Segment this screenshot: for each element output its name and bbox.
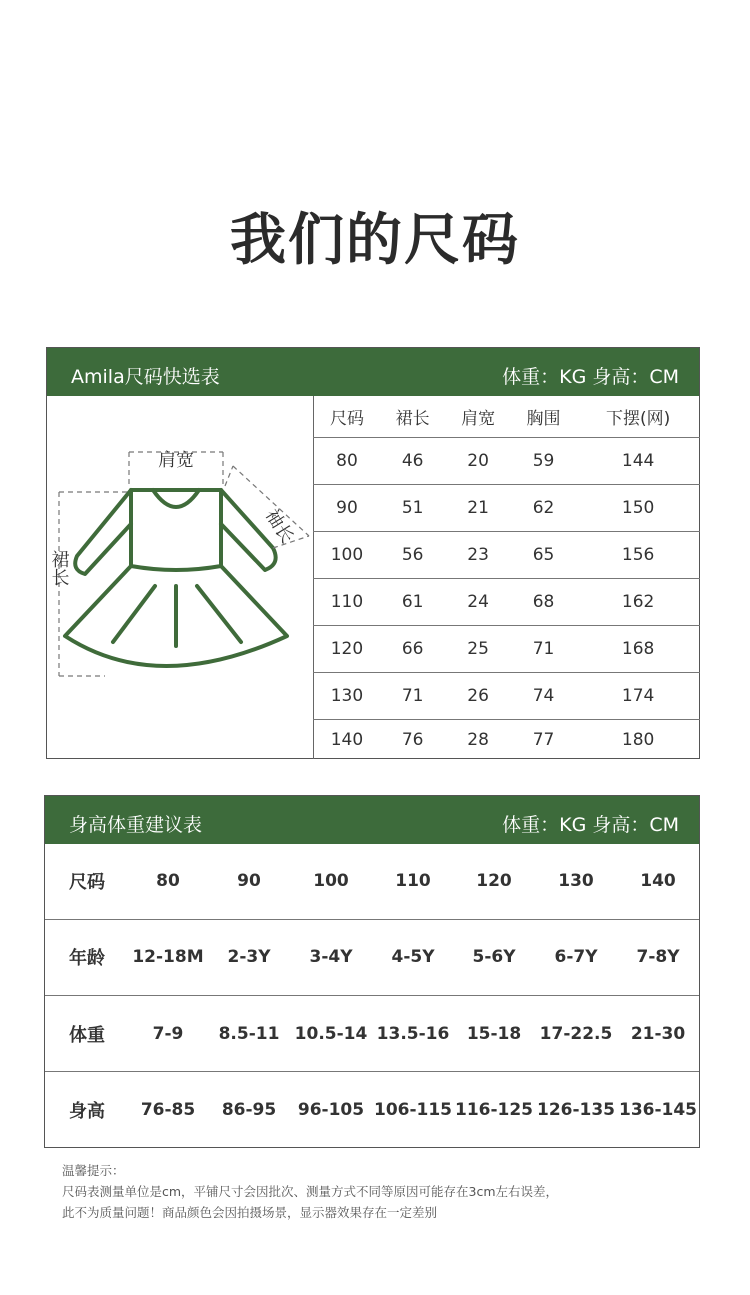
shoulder-label: 肩宽	[158, 450, 194, 471]
advice-table-cell: 86-95	[221, 1099, 277, 1120]
size-table	[313, 396, 700, 759]
size-table-row	[314, 485, 701, 532]
advice-chart-title: 身高体重建议表	[69, 814, 203, 836]
size-table-row	[314, 626, 701, 673]
advice-table-cell: 126-135	[536, 1099, 616, 1120]
advice-table-cell: 13.5-16	[373, 995, 453, 1071]
advice-table-cell: 96-105	[297, 1099, 365, 1120]
advice-table-cell: 130	[535, 844, 617, 919]
size-table-header-cell: 胸围	[511, 396, 576, 438]
page-title: 我们的尺码	[230, 208, 520, 273]
advice-table-cell: 5-6Y	[453, 919, 535, 995]
advice-table-cell: 76-85	[140, 1099, 196, 1120]
size-table-cell: 162	[576, 579, 700, 626]
size-table-cell: 59	[511, 438, 576, 485]
size-table-row	[314, 579, 701, 626]
advice-table-row	[45, 995, 699, 1071]
size-table-cell: 26	[445, 673, 510, 720]
size-table-cell: 66	[380, 626, 445, 673]
notes-line-1: 尺码表测量单位是cm，平铺尺寸会因批次、测量方式不同等原因可能存在3cm左右误差，	[62, 1184, 559, 1199]
advice-table-cell: 140	[617, 844, 699, 919]
size-table-cell: 71	[380, 673, 445, 720]
size-table-cell: 130	[314, 673, 380, 720]
advice-table-cell: 106-115	[373, 1099, 453, 1120]
sleeve-label: 袖长	[260, 505, 298, 548]
size-table-cell: 51	[380, 485, 445, 532]
size-table-row	[314, 673, 701, 720]
advice-table-cell: 90	[209, 844, 289, 919]
size-table-header-cell: 裙长	[380, 396, 445, 438]
advice-table-cell: 8.5-11	[209, 995, 289, 1071]
advice-table-cell: 3-4Y	[289, 919, 373, 995]
size-chart-title: Amila尺码快选表	[71, 366, 220, 388]
size-table-header-row	[314, 396, 701, 438]
size-table-cell: 120	[314, 626, 380, 673]
size-chart-box	[46, 347, 700, 759]
size-table-cell: 77	[532, 729, 555, 750]
size-table-cell: 56	[380, 532, 445, 579]
advice-row-label: 身高	[69, 1100, 105, 1122]
size-table-cell: 110	[314, 579, 380, 626]
advice-table-cell: 110	[373, 844, 453, 919]
size-table-header-cell: 肩宽	[445, 396, 510, 438]
size-table-row	[314, 438, 701, 485]
skirt-length-label: 裙长	[48, 550, 70, 586]
size-table-cell: 100	[314, 532, 380, 579]
advice-table-row	[45, 919, 699, 995]
size-table-row	[314, 532, 701, 579]
size-table-cell: 90	[314, 485, 380, 532]
advice-table-cell: 21-30	[617, 995, 699, 1071]
size-table-cell: 168	[576, 626, 700, 673]
advice-table-row	[45, 1072, 699, 1147]
size-table-cell: 140	[330, 729, 364, 750]
size-table-header-cell: 下摆(网)	[576, 396, 700, 438]
size-table-cell: 20	[445, 438, 510, 485]
advice-table-cell: 15-18	[453, 995, 535, 1071]
advice-table-cell: 4-5Y	[373, 919, 453, 995]
size-table-cell: 61	[380, 579, 445, 626]
notes-line-2: 此不为质量问题！商品颜色会因拍摄场景，显示器效果存在一定差别	[62, 1205, 438, 1220]
size-table-cell: 23	[445, 532, 510, 579]
size-table-cell: 68	[511, 579, 576, 626]
advice-row-label: 年龄	[45, 919, 127, 995]
advice-table-cell: 17-22.5	[535, 995, 617, 1071]
advice-table-cell: 120	[453, 844, 535, 919]
notes	[62, 1160, 702, 1223]
advice-table-cell: 2-3Y	[209, 919, 289, 995]
size-table-cell: 65	[511, 532, 576, 579]
size-table-cell: 21	[445, 485, 510, 532]
advice-table-cell: 10.5-14	[289, 995, 373, 1071]
notes-heading: 温馨提示：	[62, 1163, 125, 1178]
size-table-cell: 150	[576, 485, 700, 532]
advice-table-cell: 100	[289, 844, 373, 919]
size-table-cell: 62	[511, 485, 576, 532]
advice-row-label: 尺码	[45, 844, 127, 919]
size-table-cell: 156	[576, 532, 700, 579]
size-table-row	[314, 720, 701, 760]
advice-chart-header	[45, 796, 699, 844]
size-table-cell: 24	[445, 579, 510, 626]
advice-table-cell: 80	[127, 844, 209, 919]
size-table-cell: 46	[380, 438, 445, 485]
advice-row-label: 体重	[45, 995, 127, 1071]
advice-table-cell: 6-7Y	[535, 919, 617, 995]
advice-table-cell: 12-18M	[127, 919, 209, 995]
size-chart-units: 体重：KG 身高：CM	[502, 366, 679, 388]
advice-chart-box	[44, 795, 700, 1148]
size-table-cell: 28	[467, 729, 489, 750]
size-table-cell: 76	[401, 729, 424, 750]
advice-table-row	[45, 844, 699, 919]
size-table-cell: 71	[511, 626, 576, 673]
advice-table-cell: 7-9	[127, 995, 209, 1071]
advice-table	[45, 844, 699, 1147]
advice-table-cell: 7-8Y	[617, 919, 699, 995]
advice-chart-units: 体重：KG 身高：CM	[502, 814, 679, 836]
size-table-cell: 80	[314, 438, 380, 485]
size-table-cell: 25	[445, 626, 510, 673]
advice-table-cell: 116-125	[454, 1099, 534, 1120]
size-table-cell: 74	[511, 673, 576, 720]
size-table-cell: 144	[576, 438, 700, 485]
size-table-cell: 174	[576, 673, 700, 720]
dress-illustration-icon	[47, 396, 313, 760]
size-table-cell: 180	[621, 729, 655, 750]
advice-table-cell: 136-145	[618, 1099, 698, 1120]
size-chart-header	[47, 348, 699, 396]
size-table-header-cell: 尺码	[314, 396, 380, 438]
